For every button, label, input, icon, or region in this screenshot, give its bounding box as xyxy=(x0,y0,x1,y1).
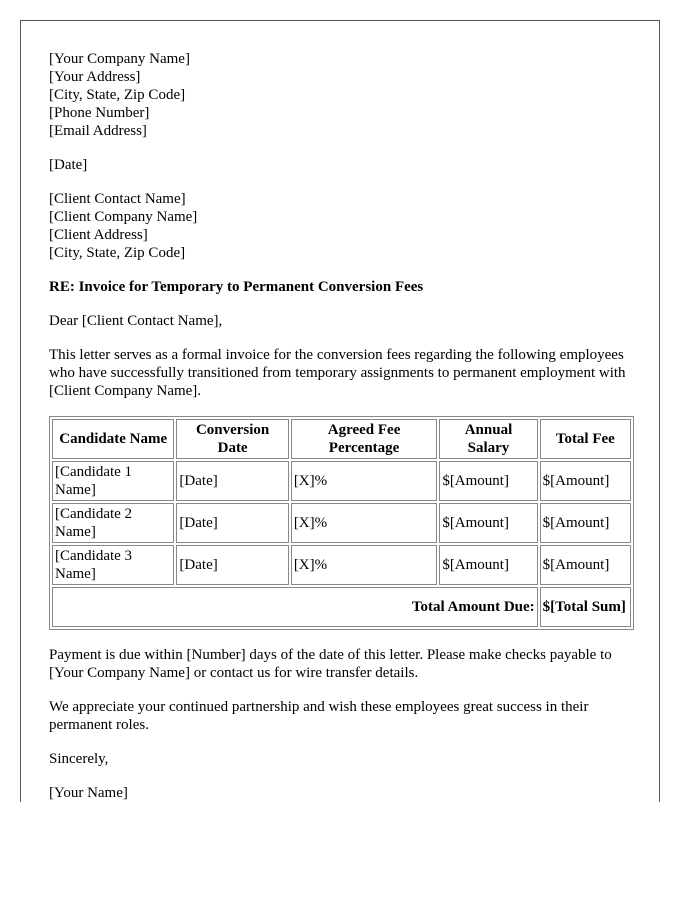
client-company: [Client Company Name] xyxy=(49,209,198,225)
signoff: Sincerely, xyxy=(49,751,109,767)
header-total-fee: Total Fee xyxy=(540,419,631,459)
table-row xyxy=(52,545,631,585)
letter-date: [Date] xyxy=(49,157,88,173)
salutation: Dear [Client Contact Name], xyxy=(49,313,223,329)
total-amount-label: Total Amount Due: xyxy=(52,587,538,627)
sender-company: [Your Company Name] xyxy=(49,51,190,67)
total-row xyxy=(52,587,631,627)
total-fee-cell: $[Amount] xyxy=(540,503,631,543)
sender-email: [Email Address] xyxy=(49,123,147,139)
fee-percentage-cell: [X]% xyxy=(291,461,438,501)
header-annual-salary: Annual Salary xyxy=(439,419,537,459)
total-amount-value: $[Total Sum] xyxy=(540,587,631,627)
sender-block xyxy=(49,50,631,140)
sender-phone: [Phone Number] xyxy=(49,105,150,121)
client-address: [Client Address] xyxy=(49,227,148,243)
conversion-date-cell: [Date] xyxy=(176,461,288,501)
header-candidate-name: Candidate Name xyxy=(52,419,174,459)
subject-line: RE: Invoice for Temporary to Permanent Conversion Fees xyxy=(49,279,424,295)
total-fee-cell: $[Amount] xyxy=(540,545,631,585)
table-row xyxy=(52,461,631,501)
annual-salary-cell: $[Amount] xyxy=(439,545,537,585)
invoice-letter xyxy=(20,20,660,802)
annual-salary-cell: $[Amount] xyxy=(439,503,537,543)
signature-name: [Your Name] xyxy=(49,785,128,801)
annual-salary-cell: $[Amount] xyxy=(439,461,537,501)
candidate-name-cell: [Candidate 1 Name] xyxy=(52,461,174,501)
candidate-name-cell: [Candidate 2 Name] xyxy=(52,503,174,543)
header-agreed-fee-percentage: Agreed Fee Percentage xyxy=(291,419,438,459)
sender-city-state-zip: [City, State, Zip Code] xyxy=(49,87,186,103)
sender-address: [Your Address] xyxy=(49,69,141,85)
candidate-name-cell: [Candidate 3 Name] xyxy=(52,545,174,585)
client-contact: [Client Contact Name] xyxy=(49,191,186,207)
client-block xyxy=(49,190,631,262)
total-fee-cell: $[Amount] xyxy=(540,461,631,501)
client-city-state-zip: [City, State, Zip Code] xyxy=(49,245,186,261)
table-row xyxy=(52,503,631,543)
conversion-date-cell: [Date] xyxy=(176,503,288,543)
intro-paragraph: This letter serves as a formal invoice for the conversion fees regarding the following employees who have successfully transitioned from temporary assignments to permanent employment with [Client Company Name]. xyxy=(49,347,626,399)
payment-paragraph: Payment is due within [Number] days of the date of this letter. Please make checks payable to [Your Company Name] or contact us for wire transfer details. xyxy=(49,647,612,681)
table-header-row xyxy=(52,419,631,459)
conversion-date-cell: [Date] xyxy=(176,545,288,585)
header-conversion-date: Conversion Date xyxy=(176,419,288,459)
fee-percentage-cell: [X]% xyxy=(291,503,438,543)
closing-paragraph: We appreciate your continued partnership and wish these employees great success in their permanent roles. xyxy=(49,699,589,733)
fee-percentage-cell: [X]% xyxy=(291,545,438,585)
conversion-fees-table xyxy=(49,416,634,630)
